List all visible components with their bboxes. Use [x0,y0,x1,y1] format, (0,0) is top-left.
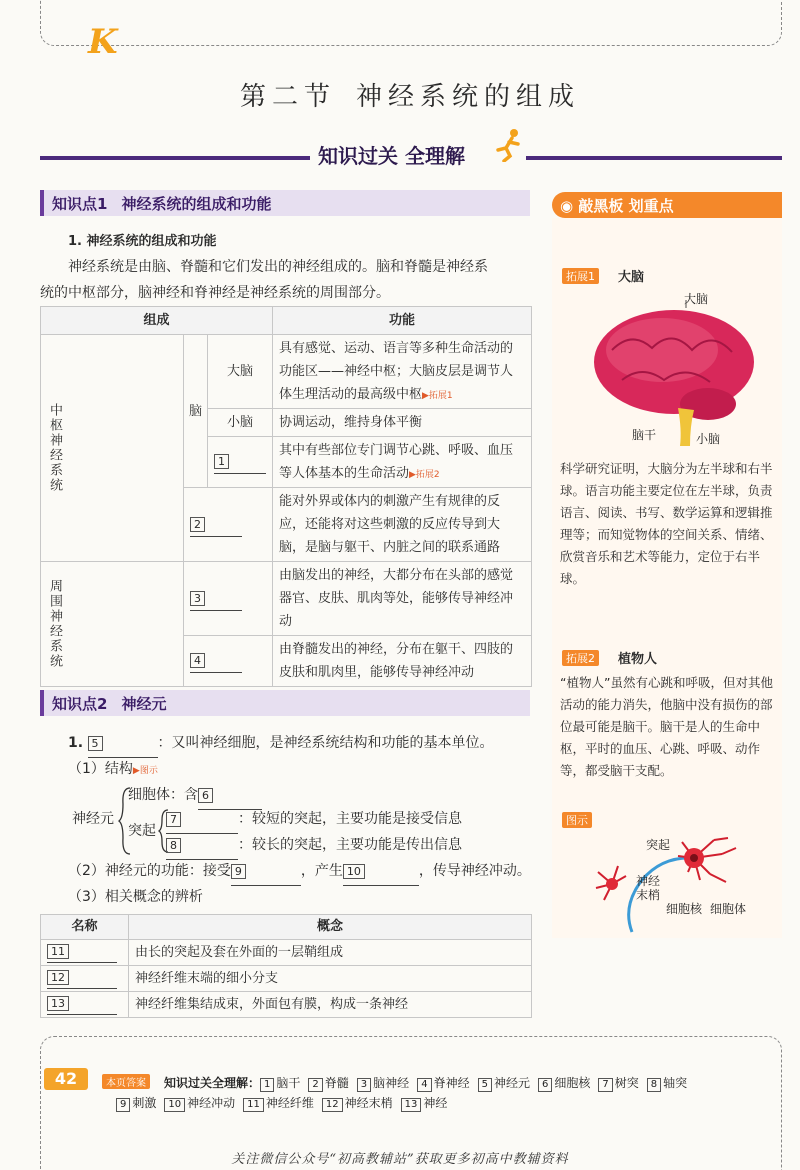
logo: K [88,22,118,62]
answer-item: 3 脑神经 [357,1076,409,1090]
answer-line-2 [116,1094,455,1112]
top-frame [40,0,782,46]
extension-tag: ▶拓展2 [409,470,440,480]
kp1-subtitle: 1. 神经系统的组成和功能 [68,234,217,249]
neuron-label: 神经元 [72,811,114,827]
cell-body-line: 细胞体：含 6 [128,782,262,810]
nucleus-label: 细胞核 [666,902,703,916]
concept-text: 神经纤维集结成束，外面包有膜，构成一条神经 [129,992,532,1018]
kp1-header [40,190,530,216]
answer-item: 7 树突 [598,1076,638,1090]
answer-blank: 3 [190,587,242,611]
table-row [41,562,532,636]
table-row [41,940,532,966]
answer-item: 5 神经元 [478,1076,530,1090]
banner-title: 知识过关 全理解 [318,144,465,168]
kp2-label: 知识点2 [52,695,108,713]
diagram-tag: ▶图示 [132,766,158,776]
answer-badge: 本页答案 [102,1074,150,1089]
concept-table [40,914,532,1018]
answer-item: 4 脊神经 [417,1076,469,1090]
dendrite-line: 7 ：较短的突起，主要功能是接受信息 [166,806,462,834]
table-row [41,992,532,1018]
page-number: 42 [44,1068,88,1090]
answer-item: 10 神经冲动 [164,1096,235,1110]
ending-label: 神经末梢 [636,874,661,902]
kp2-header [40,690,530,716]
row-function: 能对外界或体内的刺激产生有规律的反应，还能将对这些刺激的反应传导到大脑，是脑与躯干、内脏之间的联系通路 [273,488,532,562]
table-row [41,335,532,409]
row-name: 大脑 [208,335,273,409]
answer-blank: 6 [198,783,262,810]
ext1-title: 大脑 [618,270,645,285]
concept-text: 神经纤维末端的细小分支 [129,966,532,992]
row-function: 由脑发出的神经，大都分布在头部的感觉器官、皮肤、肌肉等处，能够传导神经冲动 [273,562,532,636]
ext2-title: 植物人 [618,652,658,667]
composition-table [40,306,532,687]
ext2-text: “植物人”虽然有心跳和呼吸，但对其他活动的能力消失，他脑中没有损伤的部位最可能是脑干。脑干是人的生命中枢，平时的血压、心跳、呼吸、动作等，都受脑干支配。 [560,675,773,778]
answer-blank: 12 [47,968,117,989]
neuron-illustration [582,836,762,940]
row-function: 协调运动，维持身体平衡 [273,409,532,437]
peripheral-nervous-label: 周围神经系统 [47,579,62,669]
diagram-tag-side: 图示 [562,812,592,828]
ext2-tag: 拓展2 [562,650,599,666]
runner-icon [494,128,524,162]
answer-blank: 8 [166,833,238,860]
answer-blank: 2 [190,513,242,537]
answer-blank: 5 [88,731,158,758]
table-head-function: 功能 [273,307,532,335]
answer-blank: 9 [231,859,301,886]
section-name: 神经系统的组成 [356,82,581,112]
cerebrum-label: 大脑 [684,292,709,306]
section-title [0,76,800,113]
kp1-title: 神经系统的组成和功能 [121,195,272,213]
banner-line-left [40,156,310,160]
answer-item: 13 神经 [401,1096,448,1110]
concept-line: （3）相关概念的辨析 [68,889,203,905]
footer-note: 关注微信公众号“初高教辅站”获取更多初高中教辅资料 [231,1152,569,1167]
answer-blank: 13 [47,994,117,1015]
kp1-intro-2: 统的中枢部分，脑神经和脊神经是神经系统的周围部分。 [40,285,390,301]
answer-blank: 1 [214,450,266,474]
process-label: 突起 [128,823,156,839]
answer-item: 11 神经纤维 [243,1096,314,1110]
function-line: （2）神经元的功能：接受 9 ，产生 10 ，传导神经冲动。 [68,858,531,886]
banner-line-right [526,156,782,160]
extension-tag: ▶拓展1 [422,391,453,401]
row-name: 小脑 [208,409,273,437]
kp2-line-1: 1. 5 ：又叫神经细胞，是神经系统结构和功能的基本单位。 [68,730,494,758]
answer-blank: 10 [343,859,419,886]
central-nervous-label: 中枢神经系统 [47,403,62,493]
sidebar-header: ◉ 敲黑板 划重点 [552,192,782,218]
brain-illustration [582,300,772,450]
ext1-tag: 拓展1 [562,268,599,284]
kp2-title: 神经元 [121,695,167,713]
row-function: 由脊髓发出的神经，分布在躯干、四肢的皮肤和肌肉里，能够传导神经冲动 [273,636,532,687]
axon-line: 8 ：较长的突起，主要功能是传出信息 [166,832,462,860]
answer-item: 12 神经末梢 [322,1096,393,1110]
answer-item: 8 轴突 [647,1076,687,1090]
ext1-text: 科学研究证明，大脑分为左半球和右半球。语言功能主要定位在左半球，负责语言、阅读、书写、数学运算和逻辑推理等；而知觉物体的空间关系、情绪、欣赏音乐和艺术等能力，定位于右半球。 [560,461,773,586]
answer-item: 1 脑干 [260,1076,300,1090]
table-head-name: 名称 [41,915,129,940]
headphone-icon: ◉ [560,197,574,215]
kp1-label: 知识点1 [52,195,108,213]
answer-item: 6 细胞核 [538,1076,590,1090]
cerebellum-label: 小脑 [696,432,721,446]
answer-blank: 7 [166,807,238,834]
answer-blank: 11 [47,942,117,963]
kp2-structure-line: （1）结构▶图示 [68,761,158,777]
section-number: 第二节 [239,82,336,112]
answer-blank: 4 [190,649,242,673]
soma-label: 细胞体 [710,902,747,916]
table-row [41,966,532,992]
table-head-concept: 概念 [129,915,532,940]
answer-line-1: 知识过关全理解： 1 脑干 2 脊髓 3 脑神经 4 脊神经 5 神经元 6 细胞核 7 树突 8 轴突 [164,1076,688,1090]
row-function: 具有感觉、运动、语言等多种生命活动的功能区——神经中枢；大脑皮层是调节人体生理活动的最高级中枢 [279,341,514,402]
brain-label: 脑 [184,335,208,488]
answer-item: 2 脊髓 [308,1076,348,1090]
answer-item: 9 刺激 [116,1096,156,1110]
process-label-side: 突起 [646,838,671,852]
kp1-intro-1: 神经系统是由脑、脊髓和它们发出的神经组成的。脑和脊髓是神经系 [68,259,488,275]
table-head-composition: 组成 [41,307,273,335]
row-function: 其中有些部位专门调节心跳、呼吸、血压等人体基本的生命活动 [279,443,514,481]
brainstem-label: 脑干 [632,428,657,442]
concept-text: 由长的突起及套在外面的一层鞘组成 [129,940,532,966]
